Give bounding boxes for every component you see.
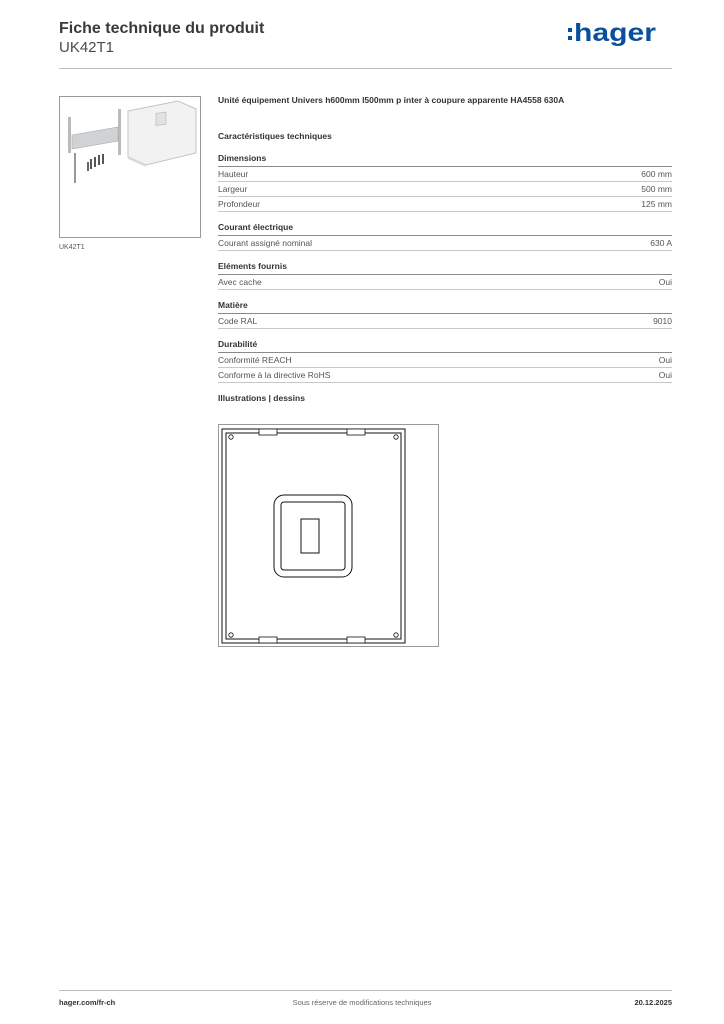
spec-label: Hauteur xyxy=(218,169,249,179)
illustrations-title: Illustrations | dessins xyxy=(218,393,305,403)
spec-row xyxy=(218,182,672,197)
section-electrical xyxy=(218,222,672,251)
footer-date: 20.12.2025 xyxy=(634,998,672,1007)
spec-value: 9010 xyxy=(653,316,672,326)
spec-value: Oui xyxy=(658,355,672,365)
product-details xyxy=(218,95,672,403)
spec-value: 600 mm xyxy=(641,169,672,179)
spec-value: Oui xyxy=(658,277,672,287)
spec-value: 125 mm xyxy=(641,199,672,209)
spec-label: Conforme à la directive RoHS xyxy=(218,370,331,380)
footer-divider xyxy=(59,990,672,991)
header-divider xyxy=(59,68,672,69)
technical-drawing xyxy=(218,424,439,647)
section-title: Matière xyxy=(218,300,672,314)
section-title: Courant électrique xyxy=(218,222,672,236)
section-title: Eléments fournis xyxy=(218,261,672,275)
footer-notice: Sous réserve de modifications techniques xyxy=(292,998,432,1007)
spec-row xyxy=(218,368,672,383)
brand-text: hager xyxy=(574,19,657,47)
section-supplied-items xyxy=(218,261,672,290)
characteristics-title: Caractéristiques techniques xyxy=(218,131,332,141)
spec-row xyxy=(218,197,672,212)
spec-label: Avec cache xyxy=(218,277,262,287)
spec-label: Courant assigné nominal xyxy=(218,238,313,248)
section-title: Durabilité xyxy=(218,339,672,353)
spec-label: Profondeur xyxy=(218,199,261,209)
section-material xyxy=(218,300,672,329)
document-title: Fiche technique du produit xyxy=(59,20,265,37)
product-photo-illustration xyxy=(60,97,200,237)
product-reference: UK42T1 xyxy=(59,39,115,56)
spec-label: Conformité REACH xyxy=(218,355,292,365)
spec-label: Largeur xyxy=(218,184,248,194)
spec-value: 500 mm xyxy=(641,184,672,194)
footer-website-link[interactable]: hager.com/fr-ch xyxy=(59,998,116,1007)
product-name: Unité équipement Univers h600mm l500mm p inter à coupure apparente HA4558 630A xyxy=(218,95,565,105)
technical-drawing-svg xyxy=(219,425,438,646)
spec-row xyxy=(218,236,672,251)
photo-caption: UK42T1 xyxy=(59,244,85,251)
product-photo xyxy=(59,96,201,238)
spec-row xyxy=(218,314,672,329)
section-dimensions xyxy=(218,153,672,212)
section-durability xyxy=(218,339,672,383)
hager-logo xyxy=(566,17,658,49)
spec-label: Code RAL xyxy=(218,316,258,326)
spec-row xyxy=(218,353,672,368)
spec-row xyxy=(218,275,672,290)
section-title: Dimensions xyxy=(218,153,672,167)
spec-value: 630 A xyxy=(650,238,672,248)
spec-value: Oui xyxy=(658,370,672,380)
spec-row xyxy=(218,167,672,182)
